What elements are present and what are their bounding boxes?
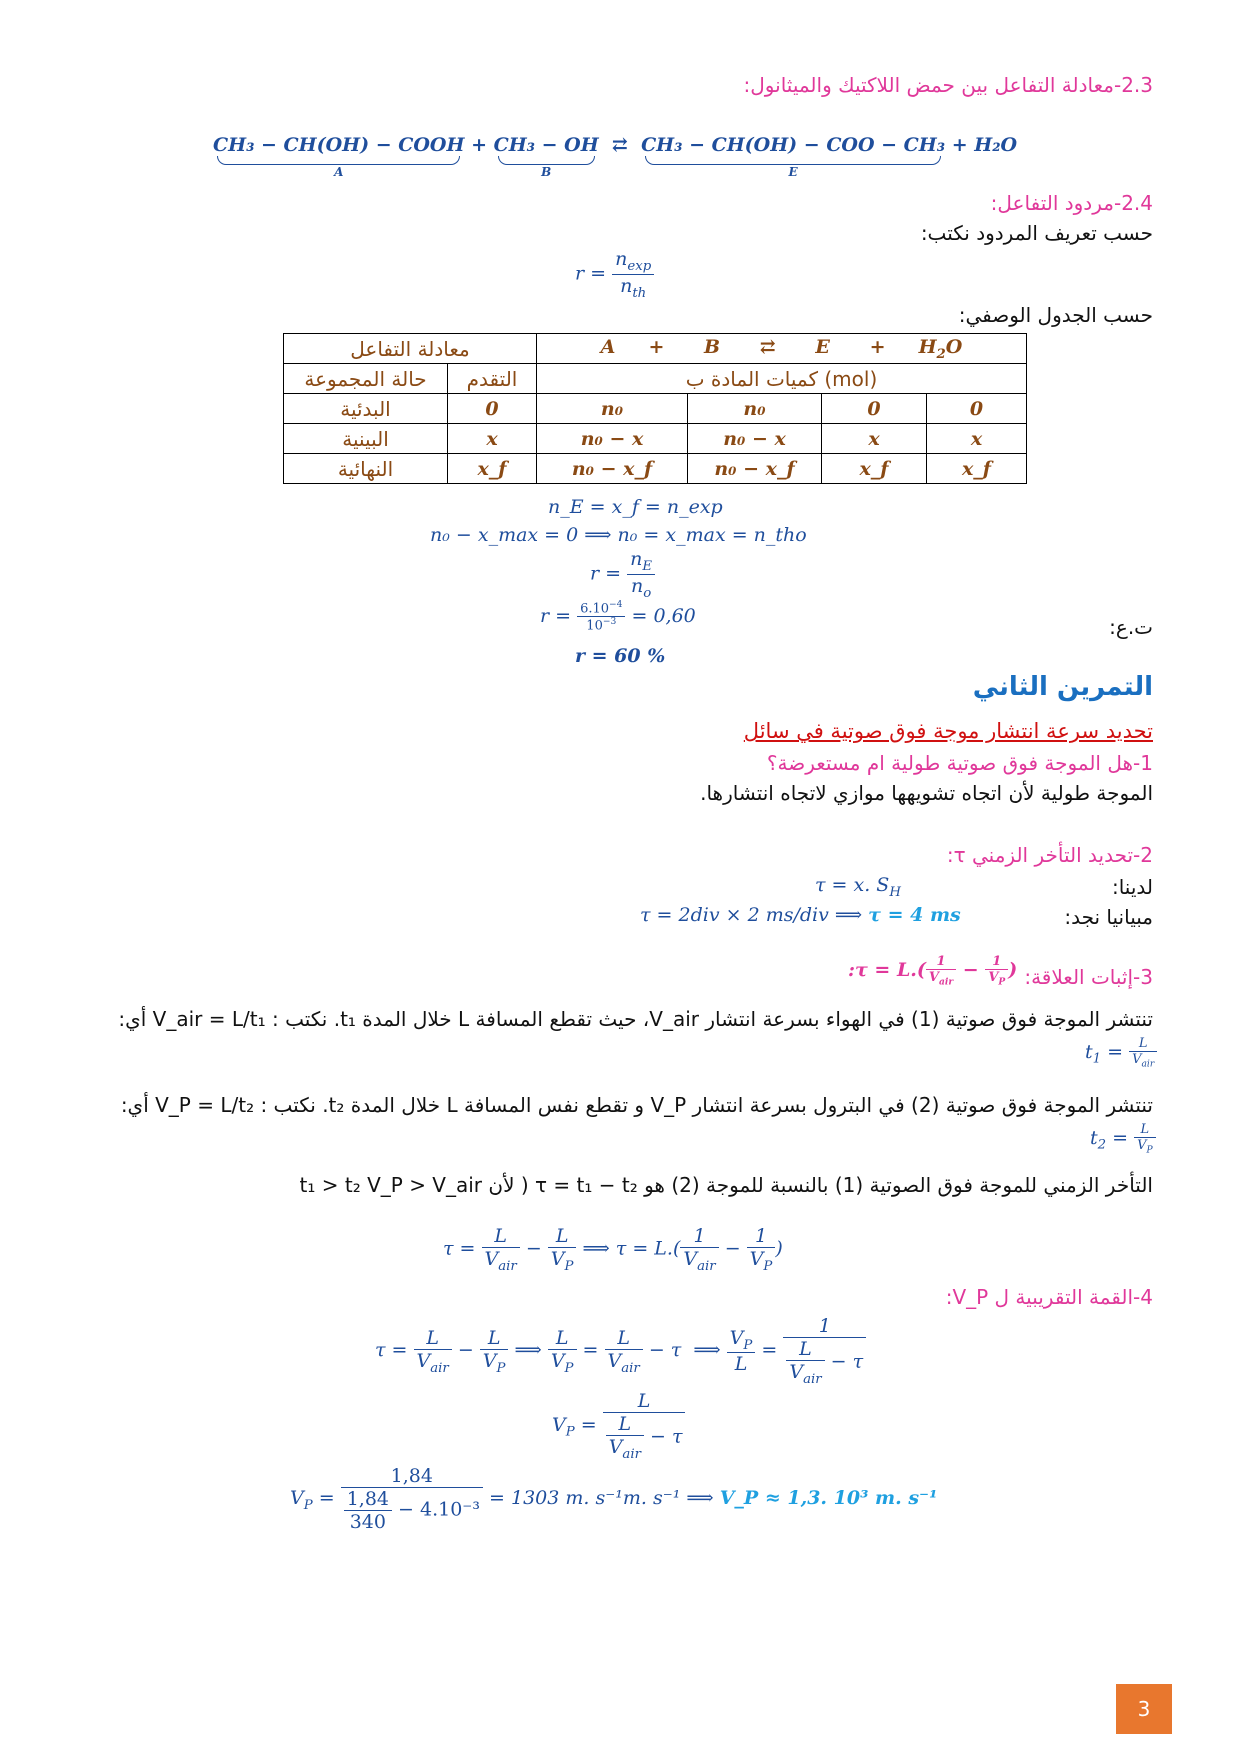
page-number: 3 [1116, 1684, 1172, 1734]
vp-numerator: 1,84 [341, 1465, 483, 1488]
plus-2: + [951, 134, 968, 156]
r-final: r = 60 % [575, 645, 666, 667]
vp-result: = 1303 m. s⁻¹m. s⁻¹ ⟹ [489, 1487, 714, 1509]
section-2-4-title: 2.4-مردود التفاعل: [990, 191, 1153, 215]
cell-E: x [822, 424, 927, 454]
table-intro-text: حسب الجدول الوصفي: [958, 303, 1153, 327]
nE-equation: n_E = x_f = n_exp [548, 496, 723, 518]
exercise-2-title: التمرين الثاني [972, 672, 1153, 702]
cell-water: 0 [927, 394, 1027, 424]
cell-E: x_f [822, 454, 927, 484]
t2-formula: $t_2$ = $\frac{L}{V_P}$ [1090, 1122, 1156, 1156]
tau-derivation: τ = $\frac{L}{V_{air}}$ − $\frac{L}{V_P}$ ⟹ τ = L.( $\frac{1}{V_{air}}$ − $\frac{1}{V_P}$ ) [443, 1225, 783, 1274]
tau-formula: τ = x. $S_H$ [815, 874, 901, 900]
reactant-A: CH₃ − CH(OH) − COOH [213, 134, 465, 156]
cell-B: n₀ [688, 394, 822, 424]
table-row [284, 424, 1027, 454]
vp-numeric: $V_P$ = 1,84 $\frac{1,84}{340}$ − 4.10⁻³ = 1303 m. s⁻¹m. s⁻¹ ⟹ V_P ≈ 1,3. 10³ m. s⁻¹ [290, 1465, 938, 1533]
question-1: 1-هل الموجة فوق صوتية طولية ام مستعرضة؟ [766, 751, 1153, 775]
cell-E: 0 [822, 394, 927, 424]
t1-formula: $t_1$ = $\frac{L}{V_{air}}$ [1085, 1036, 1157, 1070]
equilibrium-arrow: ⇄ [611, 134, 628, 156]
cell-x: x [448, 424, 537, 454]
section-2-3-title: 2.3-معادلة التفاعل بين حمض اللاكتيك والميثانول: [743, 73, 1153, 97]
cell-B: n₀ − x_f [688, 454, 822, 484]
product-E: CH₃ − CH(OH) − COO − CH₃ [641, 134, 946, 156]
cell-B: n₀ − x [688, 424, 822, 454]
row-state: البينية [284, 424, 448, 454]
r-nE-formula: r = $\frac{n_E}{n_o}$ [590, 548, 655, 601]
question-2: 2-تحديد التأخر الزمني τ: [946, 843, 1153, 867]
have-label: لدينا: [1111, 875, 1153, 899]
question-4: 4-القمة التقريبية ل V_P: [945, 1285, 1153, 1309]
r-numeric-value: = 0,60 [631, 604, 696, 627]
table-row [284, 394, 1027, 424]
r-numeric: r = $\frac{6.10^{-4}}{10^{-3}}$ = 0,60 [540, 600, 696, 634]
paragraph-3b: تنتشر الموجة فوق صوتية (2) في البترول بسرعة انتشار V_P و تقطع نفس المسافة L خلال المدة t₂. نكتب : V_P = L/t₂ أي: [120, 1093, 1153, 1117]
reactant-B: CH₃ − OH [493, 134, 599, 156]
cell-water: x_f [927, 454, 1027, 484]
paragraph-3c: التأخر الزمني للموجة فوق الصوتية (1) بالنسبة للموجة (2) هو τ = t₁ − t₂ ( لأن t₁ > t₂ V_P > V_air [299, 1173, 1153, 1197]
tau-value: τ = 2div × 2 ms/div ⟹ τ = 4 ms [640, 904, 961, 926]
cell-A: n₀ − x_f [537, 454, 688, 484]
water: H₂O [974, 134, 1018, 156]
cell-A: n₀ − x [537, 424, 688, 454]
cell-A: n₀ [537, 394, 688, 424]
row-state: النهائية [284, 454, 448, 484]
row-state: البدئية [284, 394, 448, 424]
label-E: E [788, 165, 798, 179]
vp-derivation-1: τ = $\frac{L}{V_{air}}$ − $\frac{L}{V_P}$ ⟹ $\frac{L}{V_P}$ = $\frac{L}{V_{air}}$ − τ ⟹ $\frac{V_P}{L}$ = 1 $\frac{L}{V_{air}}$ − τ [375, 1315, 866, 1387]
cell-water: x [927, 424, 1027, 454]
paragraph-3a: تنتشر الموجة فوق صوتية (1) في الهواء بسرعة انتشار V_air، حيث تقطع المسافة L خلال المدة t₁. نكتب : V_air = L/t₁ أي: [118, 1007, 1153, 1031]
header-reaction-equation: معادلة التفاعل [284, 334, 537, 364]
label-A: A [334, 165, 344, 179]
yield-definition-text: حسب تعريف المردود نكتب: [920, 221, 1153, 245]
reaction-equation [213, 134, 1017, 179]
yield-formula: r = $\frac{n_{exp}}{n_{th}}$ [575, 248, 654, 301]
answer-1: الموجة طولية لأن اتجاه تشويهها موازي لاتجاه انتشارها. [700, 781, 1153, 805]
n0-equation: n₀ − x_max = 0 ⟹ n₀ = x_max = n_tho [430, 524, 807, 546]
table-row [284, 454, 1027, 484]
header-amounts: كميات المادة ب (mol) [537, 364, 1027, 394]
label-B: B [541, 165, 552, 179]
vp-final: V_P ≈ 1,3. 10³ m. s⁻¹ [719, 1487, 938, 1509]
plus-1: + [471, 134, 487, 156]
relation-to-prove: :τ = L.( $\frac{1}{V_{air}}$ − $\frac{1}{V_P}$ ) [848, 954, 1018, 988]
progress-table [283, 333, 1027, 484]
vp-formula: $V_P$ = L $\frac{L}{V_{air}}$ − τ [552, 1390, 685, 1462]
header-progress: التقدم [448, 364, 537, 394]
numerical-application-label: ت.ع: [1109, 615, 1153, 639]
exercise-2-subtitle: تحديد سرعة انتشار موجة فوق صوتية في سائل [743, 719, 1153, 743]
cell-x: 0 [448, 394, 537, 424]
header-system-state: حالة المجموعة [284, 364, 448, 394]
vp-den-rest: − 4.10⁻³ [398, 1498, 480, 1521]
header-equation-formula: A + B ⇄ E + $H_2O$ [537, 334, 1027, 364]
vp-den-den: 340 [349, 1511, 386, 1533]
question-3: 3-إثبات العلاقة: [1024, 965, 1153, 989]
vp-den-num: 1,84 [344, 1488, 392, 1511]
cell-x: x_f [448, 454, 537, 484]
graph-label: مبيانيا نجد: [1064, 905, 1153, 929]
